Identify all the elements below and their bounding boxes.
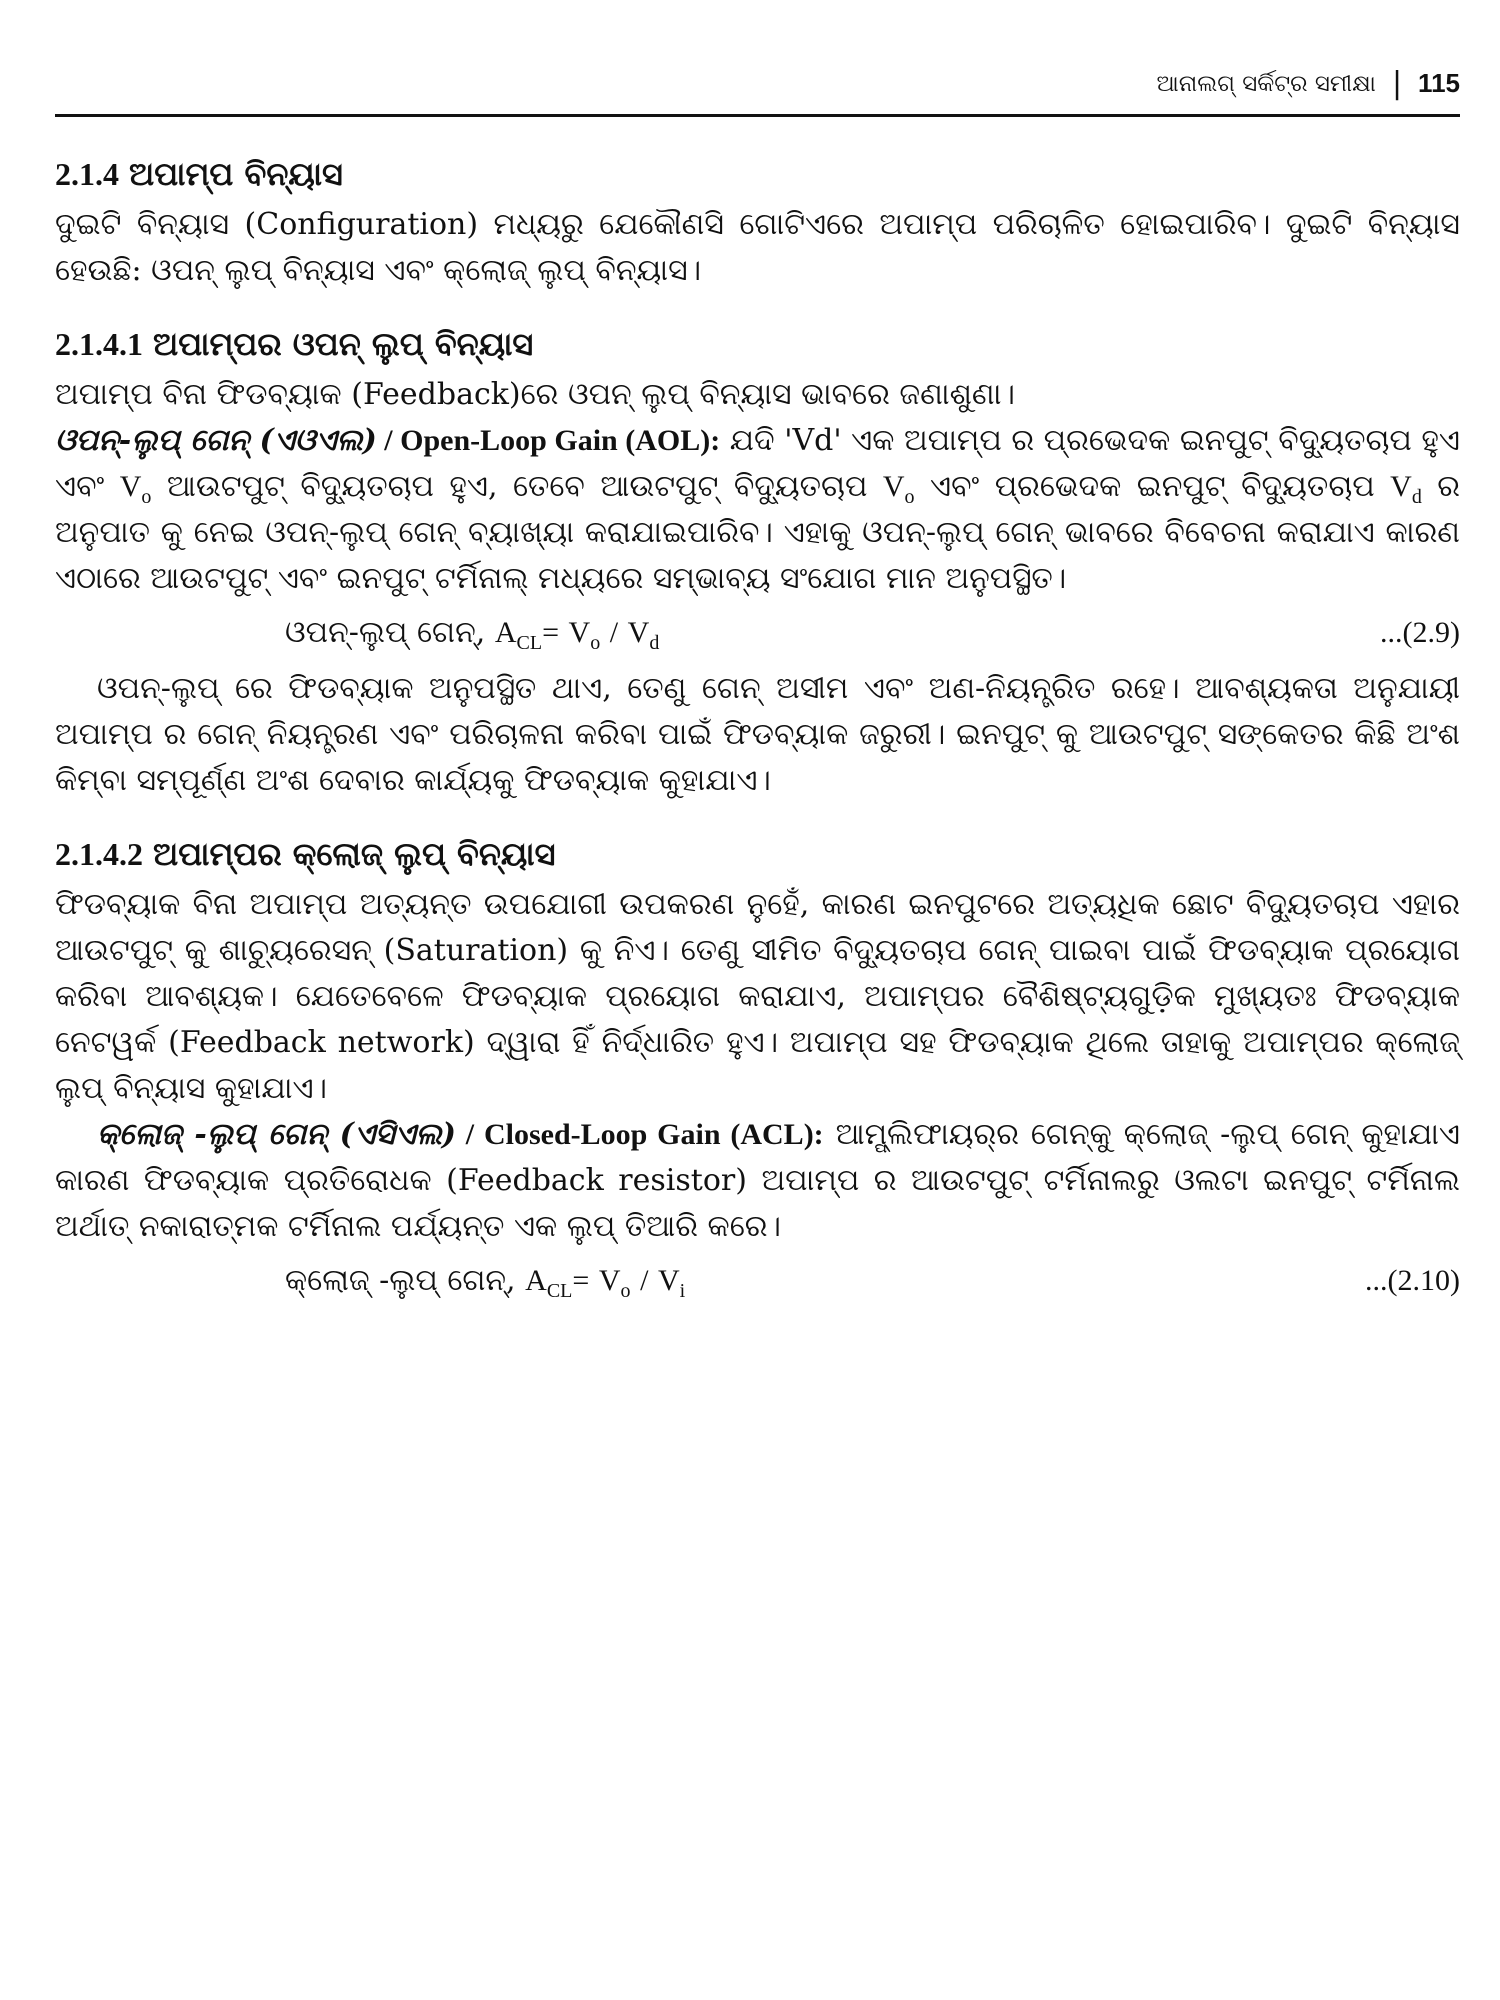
math-operator: / <box>640 1264 649 1297</box>
term-english: / Open-Loop Gain (AOL): <box>376 424 721 457</box>
math-symbol: V <box>568 616 591 649</box>
section-title: ଅପାମ୍ପ ବିନ୍ୟାସ <box>129 155 343 193</box>
definition-text: ଆମ୍ପ୍ଲିଫାୟର୍‌ର ଗେନ୍‌କୁ କ୍ଲୋଜ୍ -ଲୁପ୍ ଗେନ୍ କୁହାଯାଏ କାରଣ ଫିଡବ୍ୟାକ ପ୍ରତିରୋଧକ (Feedback resistor) ଅପାମ୍ପ ର ଆଉଟପୁଟ୍ ଟର୍ମିନାଲରୁ ଓଲଟା ଇନପୁଟ୍ ଟର୍ମିନାଲ ଅର୍ଥାତ୍ ନକାରାତ୍ମକ ଟର୍ମିନାଲ ପର୍ଯ୍ୟନ୍ତ ଏକ ଲୁପ୍ ତିଆରି କରେ। <box>55 1117 1461 1244</box>
math-operator: = <box>542 616 559 649</box>
term-odia: କ୍ଲୋଜ୍ -ଲୁପ୍ ଗେନ୍ (ଏସିଏଲ) <box>97 1117 456 1152</box>
equation-2-9 <box>55 610 1460 656</box>
paragraph: ଦୁଇଟି ବିନ୍ୟାସ (Configuration) ମଧ୍ୟରୁ ଯେକୌଣସି ଗୋଟିଏରେ ଅପାମ୍ପ ପରିଚାଳିତ ହୋଇପାରିବ। ଦୁଇଟି ବିନ୍ୟାସ ହେଉଛି: ଓପନ୍ ଲୁପ୍ ବିନ୍ୟାସ ଏବଂ କ୍ଲୋଜ୍ ଲୁପ୍ ବିନ୍ୟାସ। <box>55 207 1460 288</box>
math-symbol: A <box>525 1264 547 1297</box>
section-number: 2.1.4.2 <box>55 836 143 872</box>
equation-label: କ୍ଲୋଜ୍ -ଲୁପ୍ ଗେନ୍, <box>285 1263 516 1298</box>
math-subscript: d <box>1411 486 1422 508</box>
section-heading-2-1-4-2 <box>55 830 1460 878</box>
math-symbol: V <box>657 1264 680 1297</box>
section-heading-2-1-4-1 <box>55 320 1460 368</box>
math-subscript: o <box>141 486 152 508</box>
section-number: 2.1.4.1 <box>55 326 143 362</box>
definition-text: ର ଅନୁପାତ କୁ ନେଇ ଓପନ୍-ଲୁପ୍ ଗେନ୍ ବ୍ୟାଖ୍ୟା କରାଯାଇପାରିବ। ଏହାକୁ ଓପନ୍-ଲୁପ୍ ଗେନ୍ ଭାବରେ ବିବେଚନା କରାଯାଏ କାରଣ ଏଠାରେ ଆଉଟପୁଟ୍ ଏବଂ ଇନପୁଟ୍ ଟର୍ମିନାଲ୍ ମଧ୍ୟରେ ସମ୍ଭାବ୍ୟ ସଂଯୋଗ ମାନ ଅନୁପସ୍ଥିତ। <box>55 469 1461 596</box>
section-number: 2.1.4 <box>55 156 119 192</box>
math-operator: / <box>609 616 619 649</box>
math-symbol: V <box>882 470 905 503</box>
math-subscript: CL <box>546 1280 573 1302</box>
term-odia: ଓପନ୍-ଲୁପ୍ ଗେନ୍ (ଏଓଏଲ) <box>55 423 377 458</box>
header-separator: | <box>1391 65 1403 101</box>
math-symbol: V <box>1390 470 1412 503</box>
running-header <box>55 65 1460 101</box>
math-subscript: o <box>590 632 601 654</box>
equation-number: ...(2.10) <box>1365 1264 1460 1297</box>
term-english: / Closed-Loop Gain (ACL): <box>455 1118 824 1151</box>
paragraph: ଫିଡବ୍ୟାକ ବିନା ଅପାମ୍ପ ଅତ୍ୟନ୍ତ ଉପଯୋଗୀ ଉପକରଣ ନୁହେଁ, କାରଣ ଇନପୁଟରେ ଅତ୍ୟଧିକ ଛୋଟ ବିଦ୍ୟୁତଚାପ ଏହାର ଆଉଟପୁଟ୍ କୁ ଶାଚ୍ୟୁରେସନ୍ (Saturation) କୁ ନିଏ। ତେଣୁ ସୀମିତ ବିଦ୍ୟୁତଚାପ ଗେନ୍ ପାଇବା ପାଇଁ ଫିଡବ୍ୟାକ ପ୍ରୟୋଗ କରିବା ଆବଶ୍ୟକ। ଯେତେବେଳେ ଫିଡବ୍ୟାକ ପ୍ରୟୋଗ କରାଯାଏ, ଅପାମ୍ପର ବୈଶିଷ୍ଟ୍ୟଗୁଡ଼ିକ ମୁଖ୍ୟତଃ ଫିଡବ୍ୟାକ ନେଟୱର୍କ (Feedback network) ଦ୍ୱାରା ହିଁ ନିର୍ଦ୍ଧାରିତ ହୁଏ। ଅପାମ୍ପ ସହ ଫିଡବ୍ୟାକ ଥିଲେ ତାହାକୁ ଅପାମ୍ପର କ୍ଲୋଜ୍ ଲୁପ୍ ବିନ୍ୟାସ କୁହାଯାଏ। <box>55 887 1460 1106</box>
math-subscript: i <box>679 1280 686 1302</box>
math-subscript: o <box>904 486 915 508</box>
page-content <box>55 150 1460 1314</box>
math-symbol: V <box>598 1264 621 1297</box>
section-title: ଅପାମ୍ପର ଓପନ୍ ଲୁପ୍ ବିନ୍ୟାସ <box>153 325 534 363</box>
math-subscript: o <box>620 1280 631 1302</box>
section-heading-2-1-4 <box>55 150 1460 198</box>
equation-body <box>285 1258 685 1304</box>
definition-paragraph-acl <box>55 1112 1460 1250</box>
equation-2-10 <box>55 1258 1460 1304</box>
definition-text: ଏବଂ ପ୍ରଭେଦକ ଇନପୁଟ୍ ବିଦ୍ୟୁତଚାପ <box>914 469 1391 504</box>
math-symbol: V <box>119 470 142 503</box>
equation-label: ଓପନ୍-ଲୁପ୍ ଗେନ୍, <box>285 615 486 650</box>
equation-number: ...(2.9) <box>1380 616 1460 649</box>
header-rule <box>55 114 1460 117</box>
math-subscript: d <box>649 632 660 654</box>
definition-text: ଯଦି 'Vd' ଏକ ଅପାମ୍ପ ର ପ୍ରଭେଦକ ଇନପୁଟ୍ ବିଦ୍ୟୁତଚାପ ହୁଏ ଏବଂ <box>55 423 1460 504</box>
math-symbol: A <box>494 616 517 649</box>
definition-text: ଆଉଟପୁଟ୍ ବିଦ୍ୟୁତଚାପ ହୁଏ, ତେବେ ଆଉଟପୁଟ୍ ବିଦ୍ୟୁତଚାପ <box>151 469 883 504</box>
page-number: 115 <box>1418 68 1460 98</box>
equation-body <box>285 610 659 656</box>
paragraph: ଓପନ୍-ଲୁପ୍ ରେ ଫିଡବ୍ୟାକ ଅନୁପସ୍ଥିତ ଥାଏ, ତେଣୁ ଗେନ୍ ଅସୀମ ଏବଂ ଅଣ-ନିୟନ୍ତ୍ରିତ ରହେ। ଆବଶ୍ୟକତା ଅନୁଯାୟୀ ଅପାମ୍ପ ର ଗେନ୍ ନିୟନ୍ତ୍ରଣ ଏବଂ ପରିଚାଳନା କରିବା ପାଇଁ ଫିଡବ୍ୟାକ ଜରୁରୀ। ଇନପୁଟ୍ କୁ ଆଉଟପୁଟ୍ ସଙ୍କେତର କିଛି ଅଂଶ କିମ୍ବା ସମ୍ପୂର୍ଣ୍ଣ ଅଂଶ ଦେବାର କାର୍ଯ୍ୟକୁ ଫିଡବ୍ୟାକ କୁହାଯାଏ। <box>55 671 1460 798</box>
math-operator: = <box>572 1264 590 1297</box>
running-title: ଆନାଲଗ୍ ସର୍କିଟ୍‌ର ସମୀକ୍ଷା <box>1156 70 1376 97</box>
definition-paragraph-aol <box>55 418 1460 602</box>
math-symbol: V <box>627 616 650 649</box>
paragraph: ଅପାମ୍ପ ବିନା ଫିଡବ୍ୟାକ (Feedback)ରେ ଓପନ୍ ଲୁପ୍ ବିନ୍ୟାସ ଭାବରେ ଜଣାଶୁଣା। <box>55 377 1015 412</box>
section-title: ଅପାମ୍ପର କ୍ଲୋଜ୍ ଲୁପ୍ ବିନ୍ୟାସ <box>153 835 556 873</box>
math-subscript: CL <box>516 632 543 654</box>
